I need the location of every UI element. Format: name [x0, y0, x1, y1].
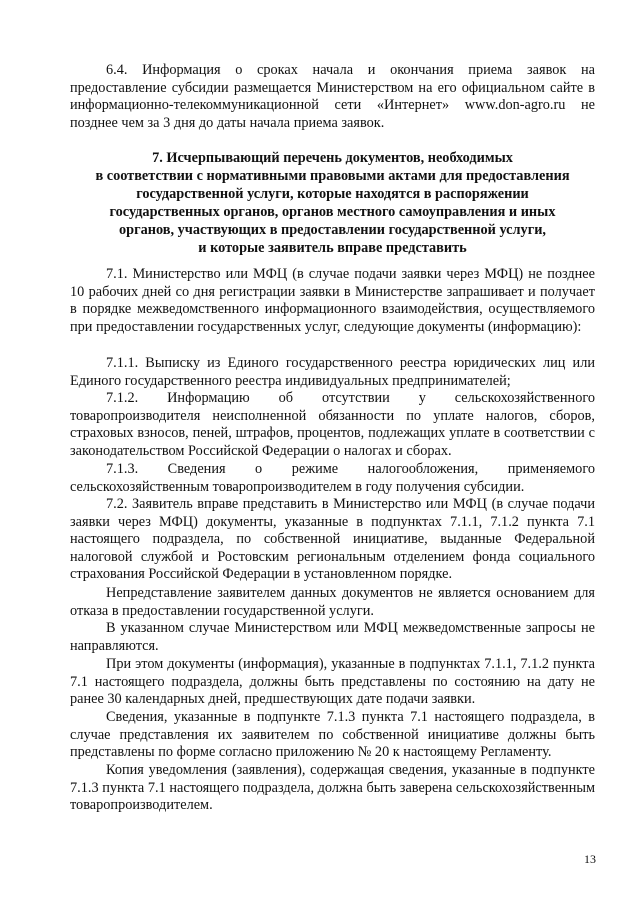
heading-line: и которые заявитель вправе представить — [198, 240, 467, 256]
paragraph-7-1-1: 7.1.1. Выписку из Единого государственного реестра юридических лиц или Единого государственного реестра индивидуальных предпринимателей; — [70, 355, 595, 389]
section-heading — [70, 149, 595, 257]
paragraph-6-4: 6.4. Информация о сроках начала и окончания приема заявок на предоставление субсидии размещается Министерством на его официальном сайте в информационно-телекоммуникационной сети «Интернет» www.don-agro.ru не позднее чем за 3 дня до даты начала приема заявок. — [70, 62, 595, 131]
paragraph-no-requests: В указанном случае Министерством или МФЦ межведомственные запросы не направляются. — [70, 620, 595, 654]
paragraph-form: Сведения, указанные в подпункте 7.1.3 пункта 7.1 настоящего подраздела, в случае представления их заявителем по собственной инициативе должны быть представлены по форме согласно приложению № 20 к настоящему Регламенту. — [70, 709, 595, 761]
paragraph-copy: Копия уведомления (заявления), содержащая сведения, указанные в подпункте 7.1.3 пункта 7.1 настоящего подраздела, должна быть заверена сельскохозяйственным товаропроизводителем. — [70, 762, 595, 814]
heading-line: государственной услуги, которые находятся в распоряжении — [136, 186, 529, 202]
paragraph-7-1-3: 7.1.3. Сведения о режиме налогообложения, применяемого сельскохозяйственным товаропроизводителем в году получения субсидии. — [70, 461, 595, 495]
paragraph-7-1: 7.1. Министерство или МФЦ (в случае подачи заявки через МФЦ) не позднее 10 рабочих дней со дня регистрации заявки в Министерстве запрашивает и получает в порядке межведомственного информационного взаимодействия, осуществляемого при предоставлении государственных услуг, следующие документы (информацию): — [70, 266, 595, 335]
heading-line: 7. Исчерпывающий перечень документов, необходимых — [152, 150, 513, 166]
paragraph-non-submission: Непредставление заявителем данных документов не является основанием для отказа в предоставлении государственной услуги. — [70, 585, 595, 619]
page-number: 13 — [584, 852, 596, 866]
heading-line: в соответствии с нормативными правовыми актами для предоставления — [95, 168, 570, 184]
paragraph-7-1-2: 7.1.2. Информацию об отсутствии у сельскохозяйственного товаропроизводителя неисполненной обязанности по уплате налогов, сборов, страховых взносов, пеней, штрафов, процентов, подлежащих уплате в соответствии с законодательством Российской Федерации о налогах и сборах. — [70, 390, 595, 459]
paragraph-dates: При этом документы (информация), указанные в подпунктах 7.1.1, 7.1.2 пункта 7.1 настоящего подраздела, должны быть представлены по состоянию на дату не ранее 30 календарных дней, предшествующих дате подачи заявки. — [70, 656, 595, 708]
heading-line: органов, участвующих в предоставлении государственной услуги, — [118, 222, 547, 238]
paragraph-7-2: 7.2. Заявитель вправе представить в Министерство или МФЦ (в случае подачи заявки через МФЦ) документы, указанные в подпунктах 7.1.1, 7.1.2 пункта 7.1 настоящего подраздела, по собственной инициативе, выданные Федеральной налоговой службой и Ростовским региональным отделением фонда социального страхования Российской Федерации в установленном порядке. — [70, 496, 595, 583]
heading-line: государственных органов, органов местного самоуправления и иных — [109, 204, 556, 220]
